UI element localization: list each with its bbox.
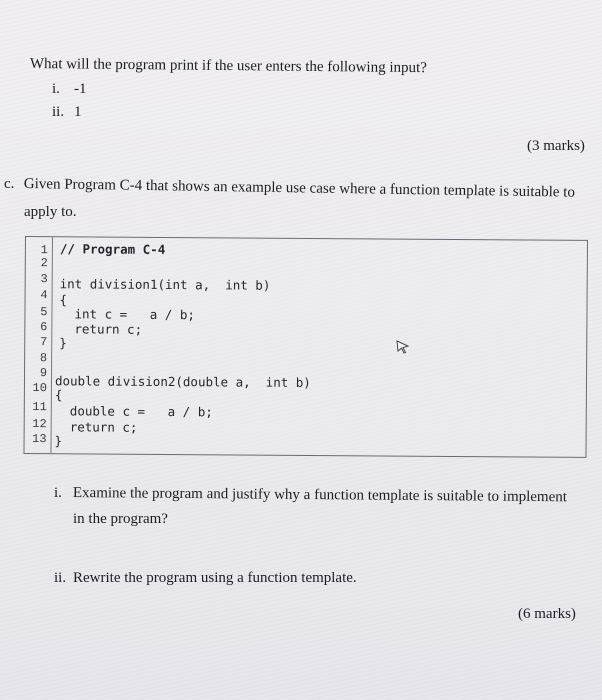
option-value: 1 (74, 104, 82, 120)
mouse-cursor-icon (396, 340, 410, 354)
subquestion-text-line: in the program? (73, 511, 168, 527)
question-prompt: What will the program print if the user enters the following input? (29, 56, 427, 77)
line-number: 6 (40, 320, 48, 335)
line-number: 1 (40, 243, 48, 258)
subquestion-number: i. (54, 485, 62, 501)
line-number: 9 (39, 366, 48, 381)
subquestion-number: ii. (54, 570, 67, 586)
option-number: ii. (52, 104, 65, 120)
code-listing (23, 236, 588, 458)
line-number: 5 (40, 305, 48, 320)
code-line: } (54, 433, 63, 449)
option-number: i. (52, 81, 60, 97)
part-c-text-line: Given Program C-4 that shows an example use case where a function template is suitable to (23, 176, 576, 201)
code-line: int c = a / b; (59, 306, 195, 323)
marks-label: (3 marks) (527, 138, 585, 154)
subquestion-text: Rewrite the program using a function template. (73, 570, 357, 586)
line-number: 10 (32, 381, 47, 396)
code-line: return c; (59, 321, 143, 337)
code-line: double division2(double a, int b) (54, 373, 311, 390)
marks-label: (6 marks) (518, 606, 576, 622)
code-comment: // Program C-4 (59, 241, 166, 257)
line-number-gutter (24, 237, 53, 453)
part-c-text-line: apply to. (24, 204, 77, 220)
line-number: 7 (40, 335, 48, 350)
code-line: return c; (54, 419, 138, 435)
line-number: 12 (32, 417, 47, 432)
line-number: 8 (39, 351, 48, 366)
code-line: double c = a / b; (54, 403, 213, 420)
code-line: } (59, 335, 67, 351)
option-value: -1 (74, 81, 87, 97)
code-line: { (59, 292, 68, 308)
line-number: 2 (40, 256, 48, 271)
code-line: int division1(int a, int b) (59, 276, 271, 293)
line-number: 3 (40, 272, 48, 287)
line-number: 13 (32, 432, 47, 447)
line-number: 4 (40, 288, 48, 303)
code-line: { (54, 387, 63, 403)
subquestion-text-line: Examine the program and justify why a function template is suitable to implement (72, 485, 568, 506)
part-label: c. (4, 176, 15, 192)
line-number: 11 (32, 400, 47, 415)
